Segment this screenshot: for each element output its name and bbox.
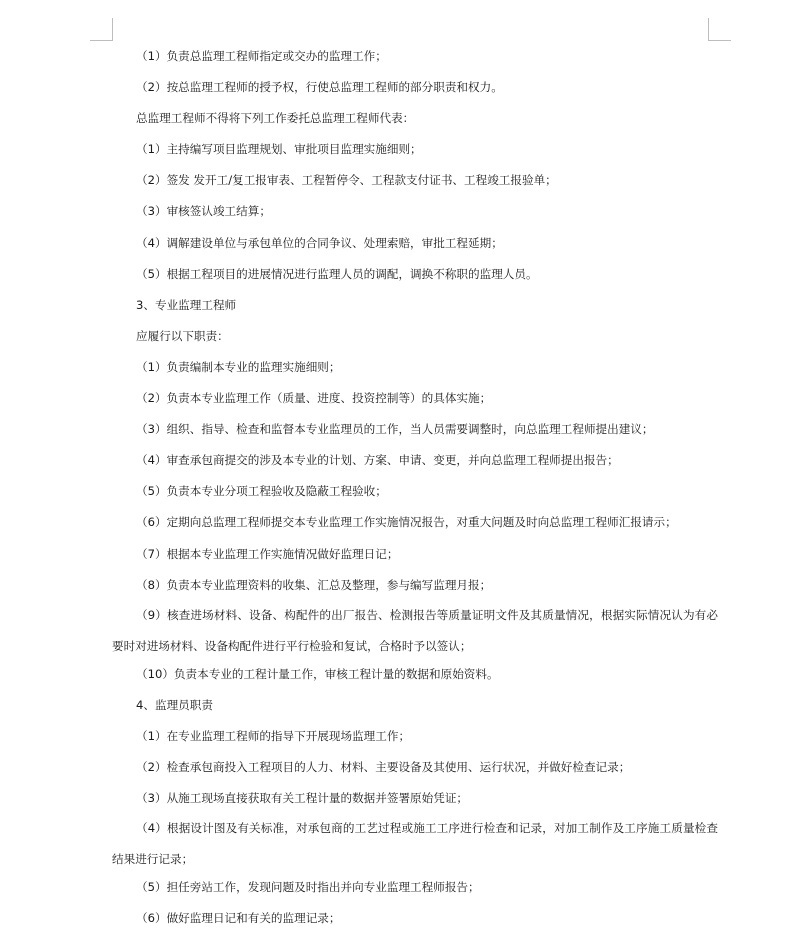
section-heading: 3、专业监理工程师 (136, 297, 237, 312)
paragraph: （7）根据本专业监理工作实施情况做好监理日记； (136, 546, 399, 561)
paragraph: （1）在专业监理工程师的指导下开展现场监理工作； (136, 728, 411, 743)
paragraph: （10）负责本专业的工程计量工作，审核工程计量的数据和原始资料。 (136, 666, 499, 681)
paragraph: （4）审查承包商提交的涉及本专业的计划、方案、申请、变更，并向总监理工程师提出报告； (136, 453, 619, 468)
section-heading: 4、监理员职责 (136, 697, 213, 712)
paragraph: （5）担任旁站工作，发现问题及时指出并向专业监理工程师报告； (136, 880, 480, 895)
paragraph: （3）从施工现场直接获取有关工程计量的数据并签署原始凭证； (136, 791, 469, 806)
paragraph: （4）调解建设单位与承包单位的合同争议、处理索赔，审批工程延期； (136, 235, 503, 250)
paragraph: （1）负责编制本专业的监理实施细则； (136, 359, 341, 374)
crop-mark-top-left (90, 18, 113, 41)
paragraph: （1）负责总监理工程师指定或交办的监理工作； (136, 49, 387, 63)
paragraph: （9）核查进场材料、设备、构配件的出厂报告、检测报告等质量证明文件及其质量情况，根据实际情况认为有必要时对进场材料、设备构配件进行平行检验和复试，合格时予以签认； (112, 607, 718, 653)
paragraph: （2）检查承包商投入工程项目的人力、材料、主要设备及其使用、运行状况，并做好检查记录； (136, 759, 631, 774)
paragraph: （2）签发 发开工/复工报审表、工程暂停令、工程款支付证书、工程竣工报验单； (136, 173, 557, 188)
paragraph: （1）主持编写项目监理规划、审批项目监理实施细则； (136, 142, 422, 157)
paragraph: 应履行以下职责： (136, 328, 229, 343)
paragraph: （8）负责本专业监理资料的收集、汇总及整理，参与编写监理月报； (136, 577, 492, 592)
paragraph: （4）根据设计图及有关标准，对承包商的工艺过程或施工工序进行检查和记录，对加工制作及工序施工质量检查结果进行记录； (112, 821, 718, 867)
paragraph: （6）做好监理日记和有关的监理记录； (136, 911, 341, 926)
paragraph: （3）组织、指导、检查和监督本专业监理员的工作，当人员需要调整时，向总监理工程师提出建议； (136, 422, 654, 437)
paragraph: （6）定期向总监理工程师提交本专业监理工作实施情况报告，对重大问题及时向总监理工程师汇报请示； (136, 515, 677, 530)
paragraph: （3）审核签认竣工结算； (136, 204, 271, 219)
paragraph: （2）负责本专业监理工作（质量、进度、投资控制等）的具体实施； (136, 391, 492, 406)
paragraph: （5）负责本专业分项工程验收及隐蔽工程验收； (136, 484, 387, 499)
crop-mark-top-right (708, 18, 731, 41)
document-body (112, 46, 718, 939)
paragraph: （5）根据工程项目的进展情况进行监理人员的调配，调换不称职的监理人员。 (136, 266, 538, 281)
paragraph: （2）按总监理工程师的授予权，行使总监理工程师的部分职责和权力。 (136, 80, 503, 95)
paragraph: 总监理工程师不得将下列工作委托总监理工程师代表： (136, 111, 415, 126)
